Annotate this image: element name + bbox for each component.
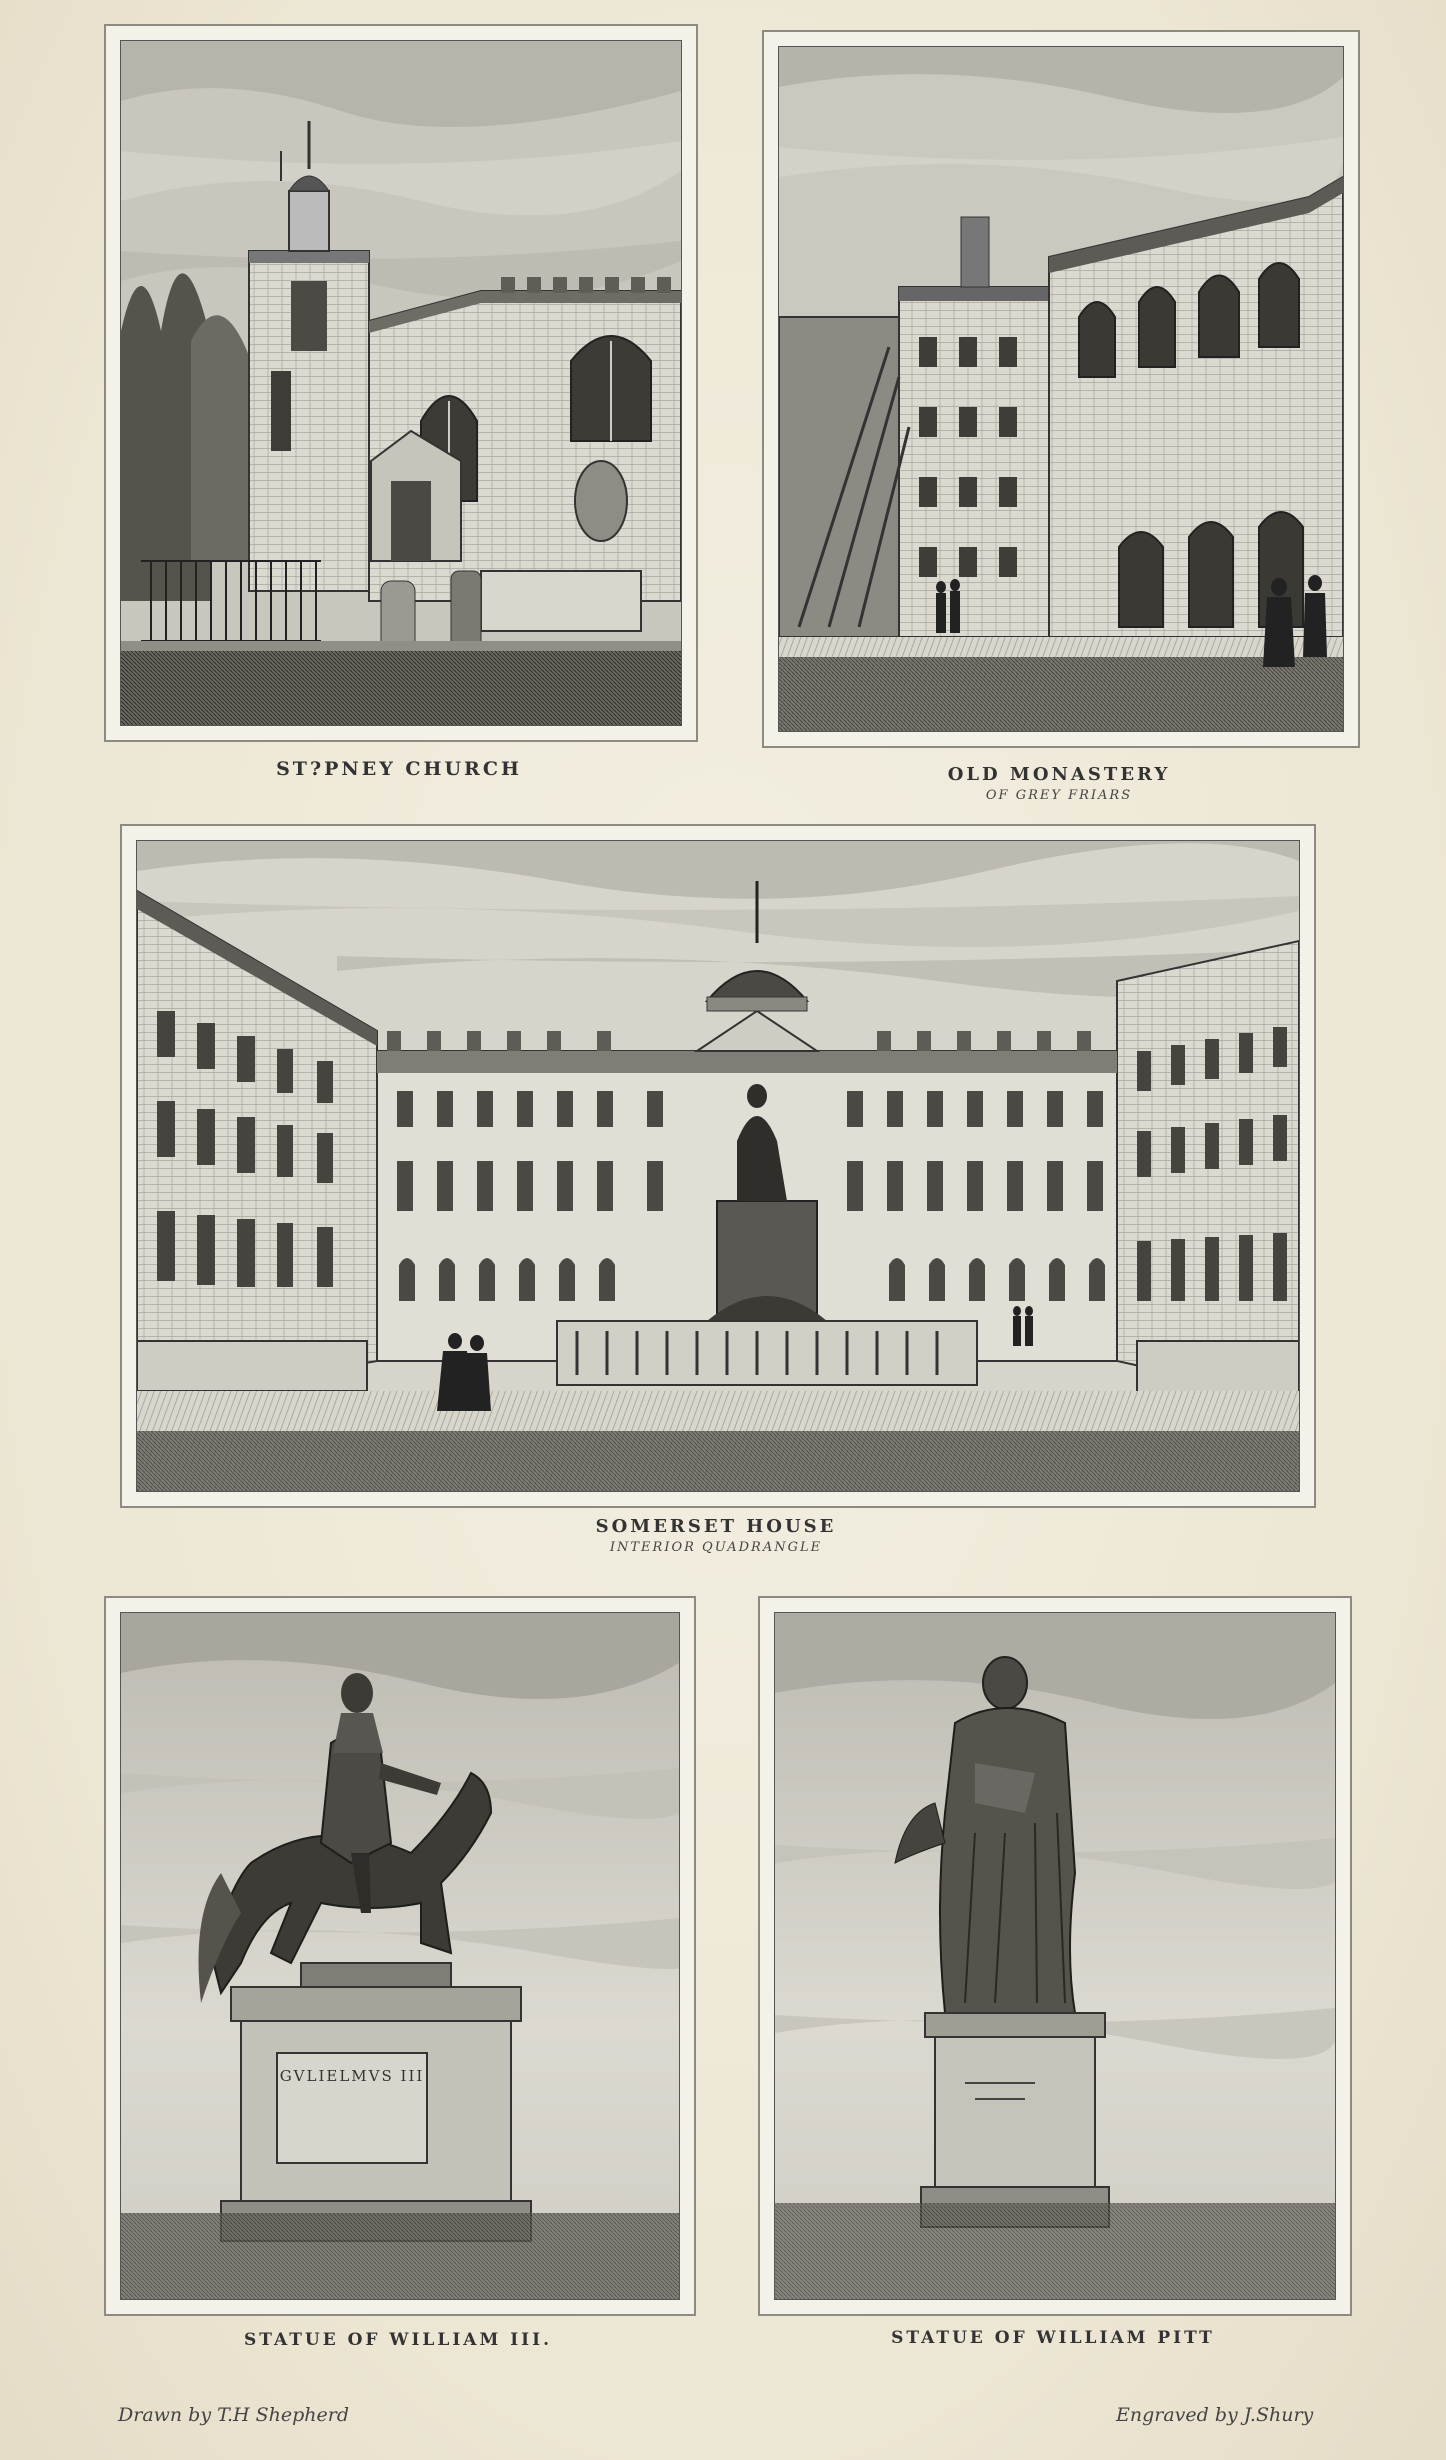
subcaption-somerset-house: INTERIOR QUADRANGLE [609, 1540, 823, 1555]
plate-somerset-house [120, 824, 1316, 1508]
plate-statue-william-pitt [758, 1596, 1352, 2316]
engraving-statue-william-pitt [774, 1612, 1336, 2300]
subcaption-old-monastery: OF GREY FRIARS [985, 788, 1133, 803]
pedestal-inscription: GVLIELMVS III [279, 2067, 425, 2085]
caption-statue-william-pitt: STATUE OF WILLIAM PITT [891, 2328, 1215, 2348]
caption-old-monastery: OLD MONASTERY [947, 764, 1171, 785]
plate-statue-william-iii [104, 1596, 696, 2316]
engraving-statue-william-iii [120, 1612, 680, 2300]
credit-engraved-by: Engraved by J.Shury [1116, 2404, 1314, 2426]
engraving-somerset-house [136, 840, 1300, 1492]
caption-stepney-church: ST?PNEY CHURCH [276, 758, 522, 780]
plate-old-monastery [762, 30, 1360, 748]
engraving-old-monastery [778, 46, 1344, 732]
engraving-stepney-church [120, 40, 682, 726]
caption-statue-william-iii: STATUE OF WILLIAM III. [243, 2330, 552, 2350]
caption-somerset-house: SOMERSET HOUSE [595, 1516, 837, 1537]
credit-drawn-by: Drawn by T.H Shepherd [118, 2404, 350, 2426]
plate-stepney-church [104, 24, 698, 742]
